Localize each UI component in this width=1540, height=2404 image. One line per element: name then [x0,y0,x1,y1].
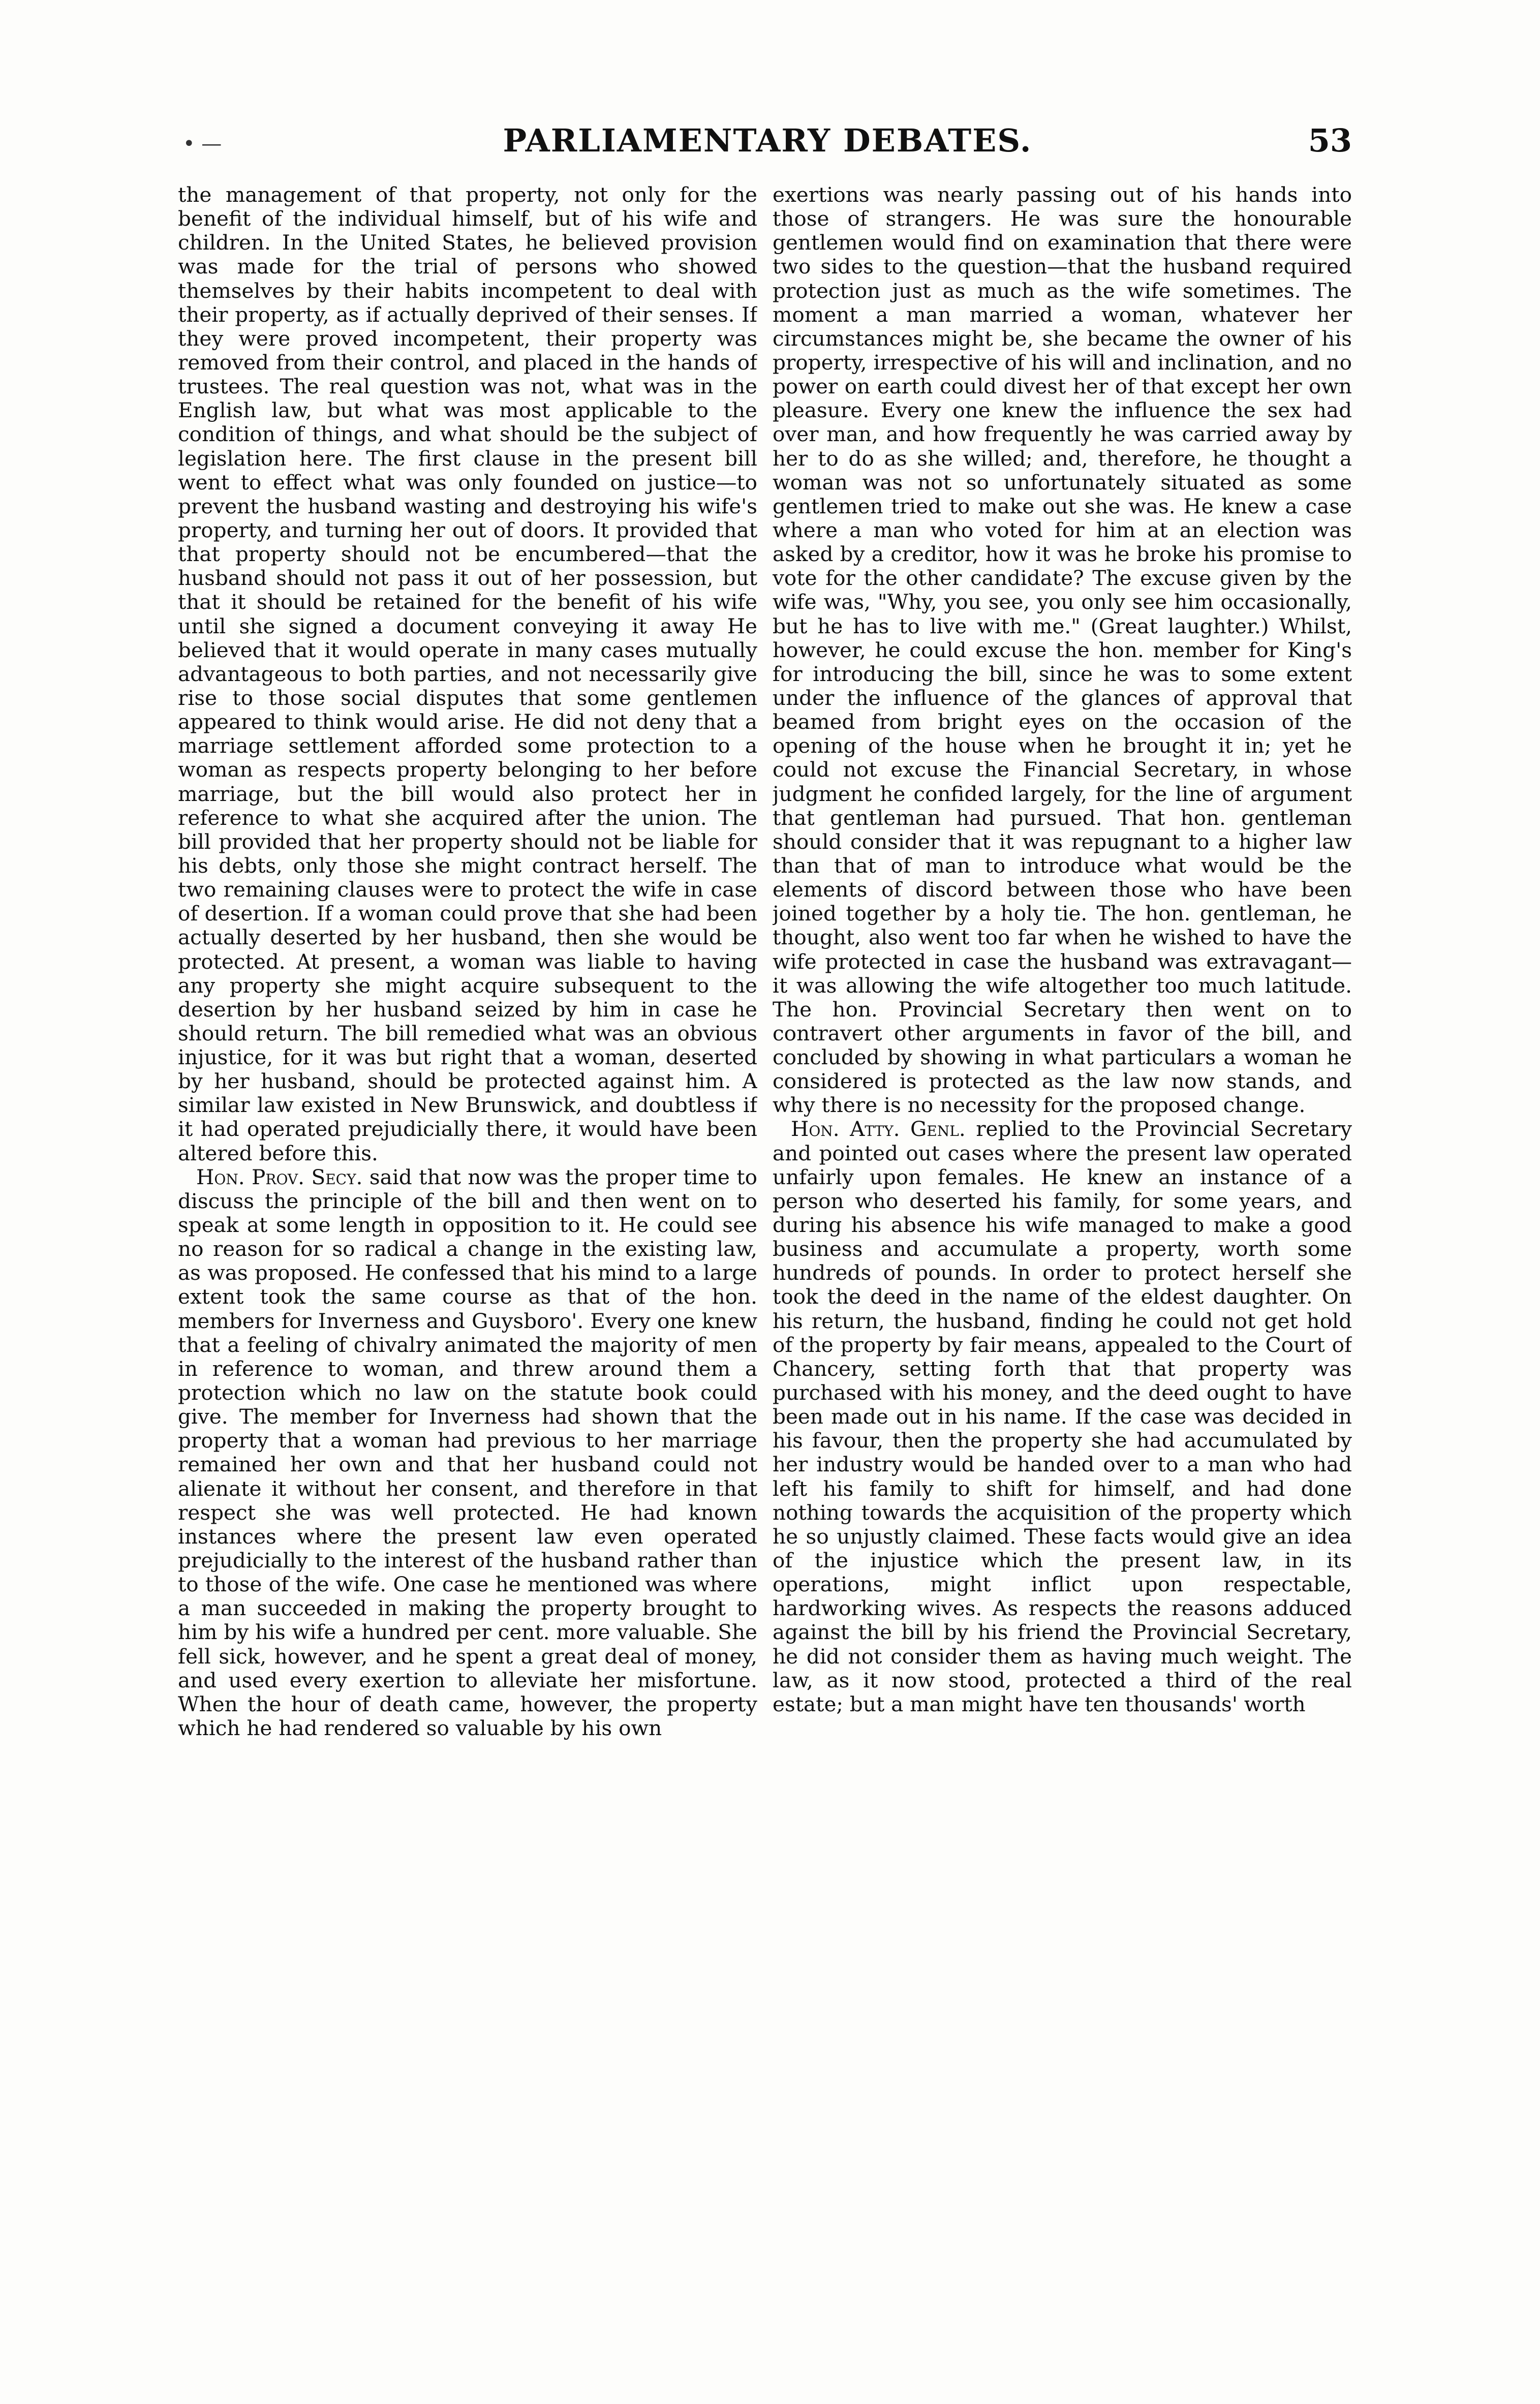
left-column [178,183,757,2104]
speaker-name: Hon. Atty. Genl. [791,1117,966,1142]
left-paragraph-1: the management of that property, not only for the benefit of the individual himself, but of his wife and children. In the United States, he believed provision was made for the trial of persons who showed themselves by their habits incompetent to deal with their property, as if actually deprived of their senses. If they were proved incompetent, their property was removed from their control, and placed in the hands of trustees. The real question was not, what was in the English law, but what was most applicable to the condition of things, and what should be the subject of legislation here. The first clause in the present bill went to effect what was only founded on justice—to prevent the husband wasting and destroying his wife's property, and turning her out of doors. It provided that that property should not be encumbered—that the husband should not pass it out of her possession, but that it should be retained for the benefit of his wife until she signed a document conveying it away He believed that it would operate in many cases mutually advantageous to both parties, and not necessarily give rise to those social disputes that some gentlemen appeared to think would arise. He did not deny that a marriage settlement afforded some protection to a woman as respects property belonging to her before marriage, but the bill would also protect her in reference to what she acquired after the union. The bill provided that her property should not be liable for his debts, only those she might contract herself. The two remaining clauses were to protect the wife in case of desertion. If a woman could prove that she had been actually deserted by her husband, then she would be protected. At present, a woman was liable to having any property she might acquire subsequent to the desertion by her husband seized by him in case he should return. The bill remedied what was an obvious injustice, for it was but right that a woman, deserted by her husband, should be protected against him. A similar law existed in New Brunswick, and doubtless if it had operated prejudicially there, it would have been altered before this. [178,183,757,1165]
left-paragraph-2 [178,1165,757,1740]
speech-text: said that now was the proper time to discuss the principle of the bill and then went on to speak at some length in opposition to it. He could see no reason for so radical a change in the existing law, as was proposed. He confessed that his mind to a large extent took the same course as that of the hon. members for Inverness and Guysboro'. Every one knew that a feeling of chivalry animated the majority of men in reference to woman, and threw around them a protection which no law on the statute book could give. The member for Inverness had shown that the property that a woman had previous to her marriage remained her own and that her husband could not alienate it without her consent, and therefore in that respect she was well protected. He had known instances where the present law even operated prejudicially to the interest of the husband rather than to those of the wife. One case he mentioned was where a man succeeded in making the property brought to him by his wife a hundred per cent. more valuable. She fell sick, however, and he spent a great deal of money, and used every exertion to alleviate her misfortune. When the hour of death came, however, the property which he had rendered so valuable by his own [178,1164,757,1740]
right-paragraph-2 [773,1117,1352,1716]
speaker-name: Hon. Prov. Secy. [196,1164,363,1189]
running-title: PARLIAMENTARY DEBATES. [503,122,1032,159]
page-number: 53 [1308,122,1352,159]
right-paragraph-1: exertions was nearly passing out of his hands into those of strangers. He was sure the honourable gentlemen would find on examination that there were two sides to the question—that the husband required protection just as much as the wife sometimes. The moment a man married a woman, whatever her circumstances might be, she became the owner of his property, irrespective of his will and inclination, and no power on earth could divest her of that except her own pleasure. Every one knew the influence the sex had over man, and how frequently he was carried away by her to do as she willed; and, therefore, he thought a woman was not so unfortunately situated as some gentlemen tried to make out she was. He knew a case where a man who voted for him at an election was asked by a creditor, how it was he broke his promise to vote for the other candidate? The excuse given by the wife was, "Why, you see, you only see him occasionally, but he has to live with me." (Great laughter.) Whilst, however, he could excuse the hon. member for King's for introducing the bill, since he was to some extent under the influence of the glances of approval that beamed from bright eyes on the occasion of the opening of the house when he brought it in; yet he could not excuse the Financial Secretary, in whose judgment he confided largely, for the line of argument that gentleman had pursued. That hon. gentleman should consider that it was repugnant to a higher law than that of man to introduce what would be the elements of discord between those who have been joined together by a holy tie. The hon. gentleman, he thought, also went too far when he wished to have the wife protected in case the husband was extravagant—it was allowing the wife altogether too much latitude. The hon. Provincial Secretary then went on to contravert other arguments in favor of the bill, and concluded by showing in what particulars a woman he considered is protected as the law now stands, and why there is no necessity for the proposed change. [773,183,1352,1118]
right-column [773,183,1352,2104]
speech-text: replied to the Provincial Secretary and pointed out cases where the present law operated unfairly upon females. He knew an instance of a person who deserted his family, for some years, and during his absence his wife managed to make a good business and accumulate a property, worth some hundreds of pounds. In order to protect herself she took the deed in the name of the eldest daughter. On his return, the husband, finding he could not get hold of the property by fair means, appealed to the Court of Chancery, setting forth that that property was purchased with his money, and the deed ought to have been made out in his name. If the case was decided in his favour, then the property she had accumulated by her industry would be handed over to a man who had left his family to shift for himself, and had done nothing towards the acquisition of the property which he so unjustly claimed. These facts would give an idea of the injustice which the present law, in its operations, might inflict upon respectable, hardworking wives. As respects the reasons adduced against the bill by his friend the Provincial Secretary, he did not consider them as having much weight. The law, as it now stood, protected a third of the real estate; but a man might have ten thousands' worth [773,1117,1352,1716]
header-mark: • — [183,132,222,156]
page-header [183,122,1352,168]
